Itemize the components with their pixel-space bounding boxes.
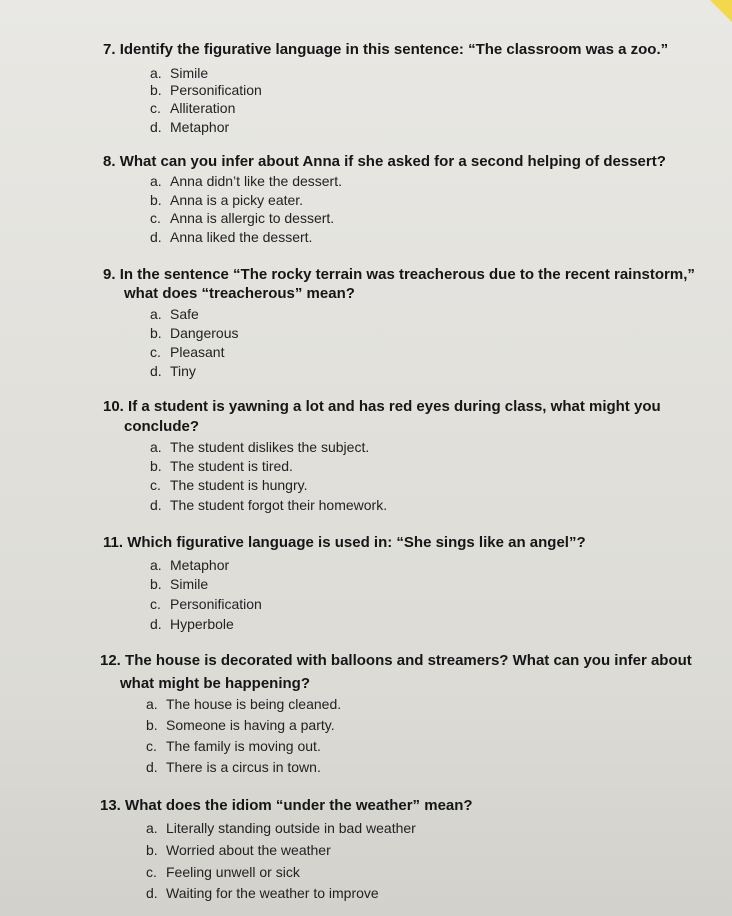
option-a [150, 305, 199, 323]
option-c [150, 209, 334, 227]
option-letter: b. [150, 576, 162, 592]
question-13-text [100, 796, 473, 815]
option-letter: b. [150, 192, 162, 208]
question-line: What can you infer about Anna if she asked for a second helping of dessert? [119, 153, 666, 170]
option-letter: d. [150, 616, 162, 632]
option-a [150, 438, 369, 456]
option-letter: a. [150, 557, 162, 573]
option-c [150, 99, 235, 117]
option-letter: c. [150, 596, 161, 612]
option-c [150, 595, 262, 613]
question-line: What does the idiom “under the weather” mean? [125, 797, 473, 814]
option-letter: c. [146, 738, 157, 754]
option-d [146, 758, 321, 776]
option-text: Metaphor [170, 557, 230, 573]
option-text: There is a circus in town. [166, 759, 321, 775]
option-letter: c. [150, 100, 161, 116]
question-number: 7. [103, 41, 116, 58]
option-a [146, 695, 341, 713]
option-text: Alliteration [170, 100, 236, 116]
option-d [150, 615, 234, 633]
option-text: Simile [170, 576, 209, 592]
option-text: Anna liked the dessert. [170, 229, 313, 245]
option-a [150, 172, 342, 190]
option-letter: b. [150, 325, 162, 341]
question-9-text-line-2: what does “treacherous” mean? [124, 285, 355, 302]
option-c [146, 737, 321, 755]
question-9-text [103, 265, 695, 284]
option-b [150, 81, 262, 99]
question-8-text [103, 152, 666, 171]
option-text: Feeling unwell or sick [166, 864, 300, 880]
option-letter: d. [150, 497, 162, 513]
option-text: Dangerous [170, 325, 239, 341]
question-number: 8. [103, 153, 116, 170]
option-letter: a. [150, 65, 162, 81]
option-letter: b. [150, 458, 162, 474]
option-text: Anna is allergic to dessert. [170, 210, 335, 226]
option-letter: a. [150, 173, 162, 189]
option-letter: c. [146, 864, 157, 880]
option-text: Hyperbole [170, 616, 234, 632]
option-text: The house is being cleaned. [166, 696, 342, 712]
option-c [150, 343, 224, 361]
question-11-text [103, 533, 586, 552]
option-b [150, 191, 303, 209]
option-d [150, 362, 196, 380]
option-text: Personification [170, 82, 262, 98]
option-a [146, 819, 416, 837]
option-letter: c. [150, 210, 161, 226]
question-12-text-line-2: what might be happening? [120, 675, 310, 692]
option-letter: b. [146, 842, 158, 858]
option-text: The student forgot their homework. [170, 497, 388, 513]
question-line: If a student is yawning a lot and has red eyes during class, what might you [128, 398, 661, 415]
option-text: Waiting for the weather to improve [166, 885, 379, 901]
option-d [146, 884, 379, 902]
option-letter: c. [150, 477, 161, 493]
option-text: Tiny [170, 363, 196, 379]
option-b [150, 457, 293, 475]
option-b [146, 841, 331, 859]
question-number: 9. [103, 266, 116, 283]
option-text: The student is hungry. [170, 477, 308, 493]
option-letter: d. [146, 759, 158, 775]
option-letter: a. [146, 820, 158, 836]
question-12-text [100, 651, 692, 670]
option-text: Simile [170, 65, 209, 81]
question-7-text [103, 40, 668, 59]
option-letter: d. [150, 119, 162, 135]
option-letter: a. [146, 696, 158, 712]
option-text: Anna didn’t like the dessert. [170, 173, 342, 189]
option-letter: b. [150, 82, 162, 98]
question-number: 12. [100, 652, 121, 669]
question-line: Identify the figurative language in this sentence: “The classroom was a zoo.” [119, 41, 669, 58]
option-text: Worried about the weather [166, 842, 331, 858]
option-text: Metaphor [170, 119, 230, 135]
option-d [150, 496, 387, 514]
option-letter: d. [146, 885, 158, 901]
option-d [150, 228, 312, 246]
question-number: 13. [100, 797, 121, 814]
question-line: Which figurative language is used in: “She sings like an angel”? [127, 534, 586, 551]
option-letter: d. [150, 363, 162, 379]
option-text: Personification [170, 596, 262, 612]
option-c [146, 863, 300, 881]
option-letter: b. [146, 717, 158, 733]
question-number: 10. [103, 398, 124, 415]
question-10-text-line-2: conclude? [124, 418, 200, 435]
option-text: Anna is a picky eater. [170, 192, 304, 208]
question-line: In the sentence “The rocky terrain was treacherous due to the recent rainstorm,” [119, 266, 695, 283]
option-text: Safe [170, 306, 199, 322]
option-b [146, 716, 335, 734]
option-text: The student is tired. [170, 458, 293, 474]
question-number: 11. [103, 534, 124, 551]
option-b [150, 575, 208, 593]
option-text: Someone is having a party. [166, 717, 335, 733]
option-letter: a. [150, 439, 162, 455]
option-text: The student dislikes the subject. [170, 439, 370, 455]
question-line: The house is decorated with balloons and streamers? What can you infer about [125, 652, 692, 669]
option-a [150, 556, 229, 574]
question-10-text [103, 397, 661, 416]
option-letter: c. [150, 344, 161, 360]
option-text: The family is moving out. [166, 738, 321, 754]
option-d [150, 118, 229, 136]
option-a [150, 64, 208, 82]
option-text: Pleasant [170, 344, 225, 360]
option-b [150, 324, 239, 342]
option-text: Literally standing outside in bad weather [166, 820, 416, 836]
option-c [150, 476, 307, 494]
option-letter: d. [150, 229, 162, 245]
option-letter: a. [150, 306, 162, 322]
